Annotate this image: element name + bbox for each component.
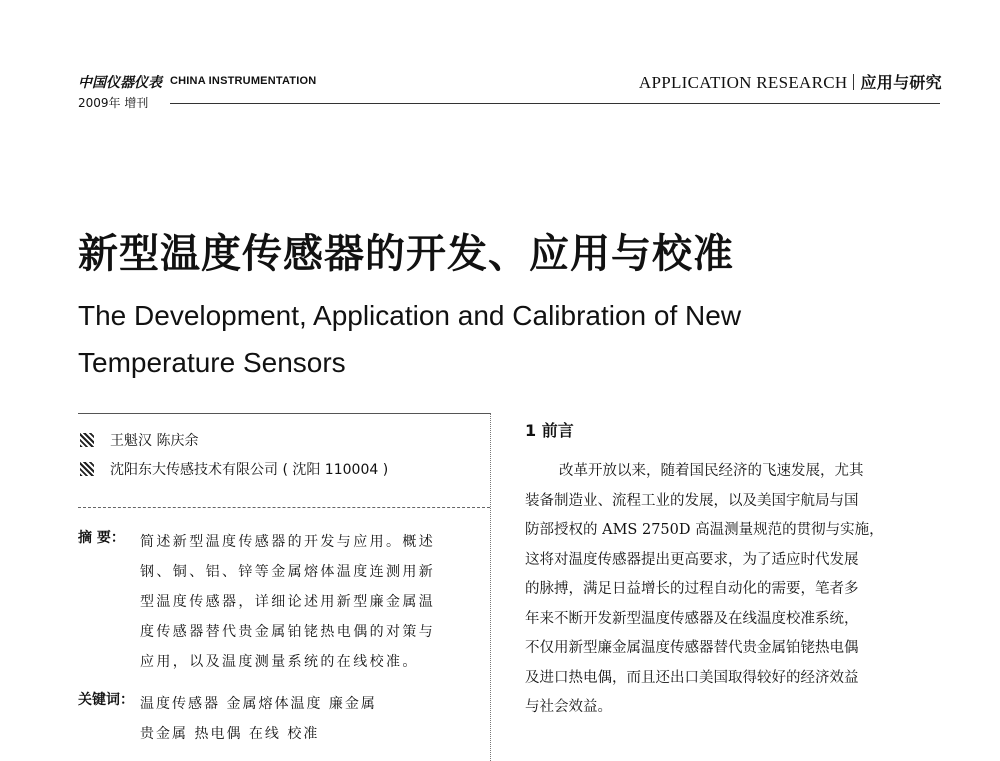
- section-title: 1 前言: [525, 421, 574, 440]
- section-cn: 应用与研究: [860, 73, 942, 92]
- abstract-line: 钢、铜、铝、锌等金属熔体温度连测用新: [140, 564, 436, 580]
- abstract-label: 摘 要：: [78, 530, 125, 546]
- title-cn: 新型温度传感器的开发、应用与校准: [78, 231, 734, 277]
- section-line: 改革开放以来，随着国民经济的飞速发展，尤其: [559, 463, 864, 479]
- abstract-divider: [78, 507, 490, 508]
- section-en: APPLICATION RESEARCH: [638, 73, 848, 92]
- affiliation-marker-icon: [80, 462, 94, 476]
- section-heading: [639, 70, 942, 93]
- journal-logo-cn: 中国仪器仪表: [78, 75, 162, 91]
- section-line: 这将对温度传感器提出更高要求，为了适应时代发展: [525, 551, 859, 568]
- title-en-line-1: The Development, Application and Calibration of New: [78, 300, 742, 331]
- section-body: [525, 457, 945, 723]
- abstract-line: 度传感器替代贵金属铂铑热电偶的对策与: [140, 624, 436, 640]
- author-marker-icon: [80, 433, 94, 447]
- journal-name-en: CHINA INSTRUMENTATION: [170, 75, 317, 87]
- section-line: 与社会效益。: [525, 699, 612, 715]
- keywords-line: 温度传感器 金属熔体温度 廉金属: [140, 696, 377, 712]
- abstract-line: 型温度传感器，详细论述用新型廉金属温: [140, 594, 436, 610]
- title-en: [78, 292, 918, 386]
- section-separator: [853, 74, 854, 90]
- affiliation: 沈阳东大传感技术有限公司 ( 沈阳 110004 ): [110, 462, 389, 478]
- section-line: 不仅用新型廉金属温度传感器替代贵金属铂铑热电偶: [525, 640, 859, 656]
- keywords-text: [140, 689, 377, 749]
- keywords-line: 贵金属 热电偶 在线 校准: [140, 726, 320, 742]
- section-line: 防部授权的 AMS 2750D 高温测量规范的贯彻与实施，: [525, 522, 884, 538]
- title-en-line-2: Temperature Sensors: [78, 347, 346, 378]
- section-line: 的脉搏，满足日益增长的过程自动化的需要，笔者多: [525, 581, 859, 597]
- section-line: 装备制造业、流程工业的发展，以及美国宇航局与国: [525, 492, 859, 509]
- abstract-line: 简述新型温度传感器的开发与应用。概述: [140, 534, 436, 550]
- authors: 王魁汉 陈庆余: [110, 433, 199, 449]
- keywords-label: 关键词：: [78, 692, 134, 708]
- abstract-line: 应用，以及温度测量系统的在线校准。: [140, 654, 419, 670]
- abstract-text: [140, 527, 480, 677]
- header-rule: [170, 103, 940, 104]
- issue-label: 2009年 增刊: [78, 96, 149, 110]
- section-line: 及进口热电偶，而且还出口美国取得较好的经济效益: [525, 669, 859, 686]
- section-line: 年来不断开发新型温度传感器及在线温度校准系统，: [525, 610, 859, 627]
